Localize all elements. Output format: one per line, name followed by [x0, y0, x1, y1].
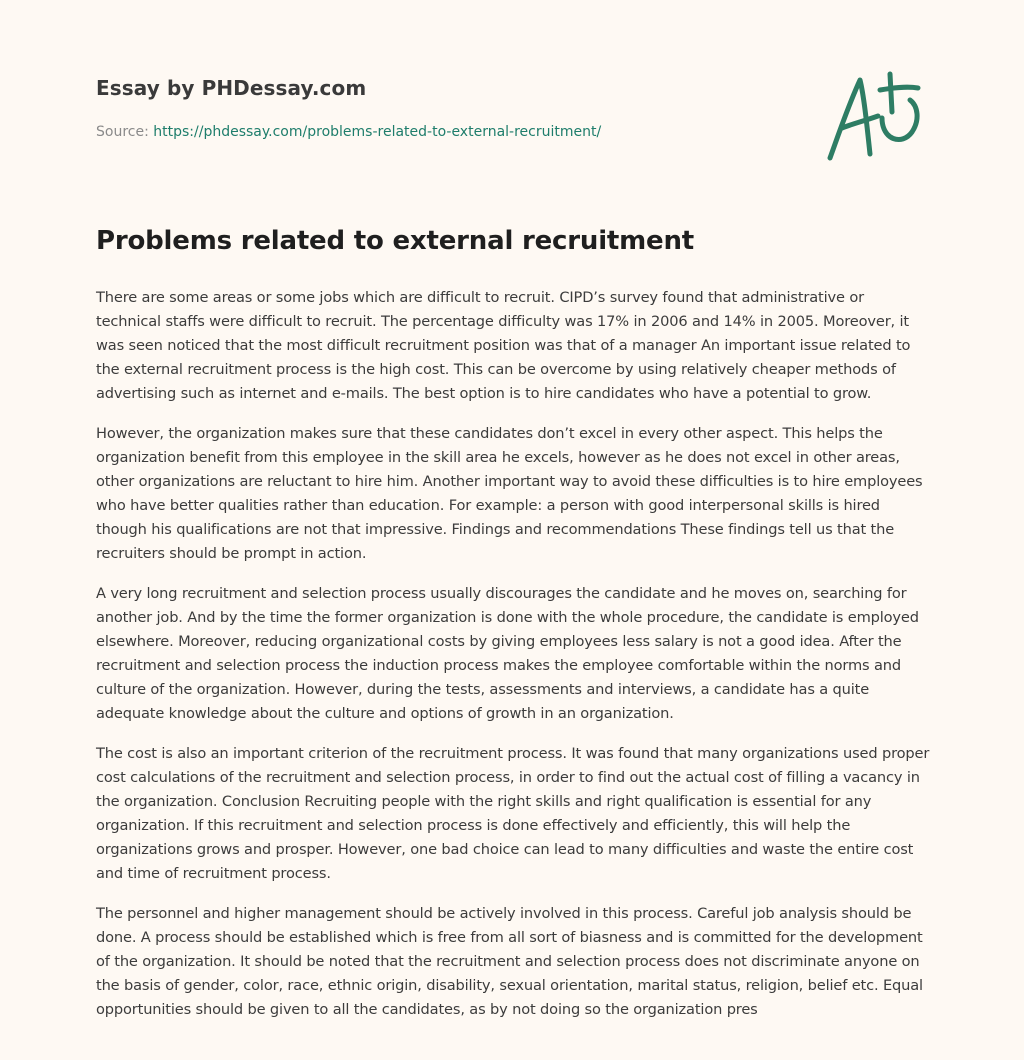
essay-paragraph: The personnel and higher management should be actively involved in this process. Careful job analysis should be done. A process should be established which is free from all sort of biasness and is committed for the development of the organization. It should be noted that the recruitment and selection process does not discriminate anyone on the basis of gender, color, race, ethnic origin, disability, sexual orientation, marital status, religion, belief etc. Equal opportunities should be given to all the candidates, as by not doing so the organization pres — [96, 905, 923, 1018]
essay-paragraph: However, the organization makes sure that these candidates don’t excel in every other aspect. This helps the organization benefit from this employee in the skill area he excels, however as he does not excel in other areas, other organizations are reluctant to hire him. Another important way to avoid these difficulties is to hire employees who have better qualities rather than education. For example: a person with good interpersonal skills is hired though his qualifications are not that impressive. Findings and recommendations These findings tell us that the recruiters should be prompt in action. — [96, 425, 923, 562]
essay-paragraph: A very long recruitment and selection process usually discourages the candidate and he moves on, searching for another job. And by the time the former organization is done with the whole procedure, the candidate is employed elsewhere. Moreover, reducing organizational costs by giving employees less salary is not a good idea. After the recruitment and selection process the induction process makes the employee comfortable within the norms and culture of the organization. However, during the tests, assessments and interviews, a candidate has a quite adequate knowledge about the culture and options of growth in an organization. — [96, 585, 919, 722]
essay-paragraph: The cost is also an important criterion of the recruitment process. It was found that many organizations used proper cost calculations of the recruitment and selection process, in order to find out the actual cost of filling a vacancy in the organization. Conclusion Recruiting people with the right skills and right qualification is essential for any organization. If this recruitment and selection process is done effectively and efficiently, this will help the organizations grows and prosper. However, one bad choice can lead to many difficulties and waste the entire cost and time of recruitment process. — [96, 745, 930, 882]
site-title: Essay by PHDessay.com — [96, 76, 367, 100]
essay-body — [96, 286, 932, 1038]
essay-title: Problems related to external recruitment — [96, 226, 695, 256]
source-link[interactable]: https://phdessay.com/problems-related-to-external-recruitment/ — [153, 124, 602, 140]
page-header — [96, 76, 796, 140]
source-line — [96, 124, 796, 140]
a-plus-logo-icon — [820, 66, 930, 166]
essay-paragraph: There are some areas or some jobs which are difficult to recruit. CIPD’s survey found that administrative or technical staffs were difficult to recruit. The percentage difficulty was 17% in 2006 and 14% in 2005. Moreover, it was seen noticed that the most difficult recruitment position was that of a manager An important issue related to the external recruitment process is the high cost. This can be overcome by using relatively cheaper methods of advertising such as internet and e-mails. The best option is to hire candidates who have a potential to grow. — [96, 289, 911, 402]
source-label: Source: — [96, 124, 154, 140]
